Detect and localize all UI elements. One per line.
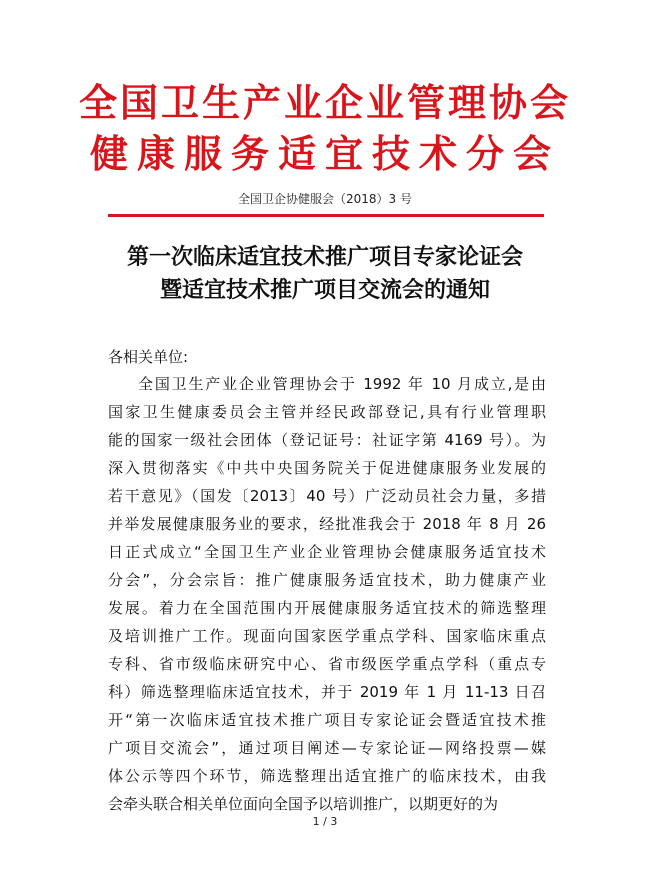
- organization-name-line-1: 全国卫生产业企业管理协会: [78, 80, 571, 125]
- notice-title-line-2: 暨适宜技术推广项目交流会的通知: [159, 278, 490, 303]
- notice-title-line-1: 第一次临床适宜技术推广项目专家论证会: [126, 245, 523, 270]
- document-number: 全国卫企协健服会（2018）3 号: [238, 192, 412, 206]
- body-line: 全国卫生产业企业管理协会于 1992 年 10 月成立,是由: [138, 375, 546, 393]
- body-line: 若干意见》（国发〔2013〕40 号）广泛动员社会力量，多措: [108, 487, 546, 505]
- body-line: 发展。着力在全国范围内开展健康服务适宜技术的筛选整理: [108, 599, 546, 617]
- page-number: 1 / 3: [312, 815, 338, 828]
- body-line: 及培训推广工作。现面向国家医学重点学科、国家临床重点: [108, 627, 546, 645]
- body-line: 专科、省市级临床研究中心、省市级医学重点学科（重点专: [108, 655, 546, 673]
- body-line: 广项目交流会”，通过项目阐述—专家论证—网络投票—媒: [108, 739, 546, 757]
- body-line: 分会”，分会宗旨：推广健康服务适宜技术，助力健康产业: [108, 571, 546, 589]
- body-line: 国家卫生健康委员会主管并经民政部登记,具有行业管理职: [108, 403, 546, 421]
- body-line: 体公示等四个环节，筛选整理出适宜推广的临床技术，由我: [108, 767, 546, 785]
- organization-name-line-2: 健康服务适宜技术分会: [89, 131, 560, 176]
- body-line: 科）筛选整理临床适宜技术，并于 2019 年 1 月 11-13 日召: [108, 683, 546, 701]
- body-line: 深入贯彻落实《中共中央国务院关于促进健康服务业发展的: [108, 459, 546, 477]
- body-line: 开“第一次临床适宜技术推广项目专家论证会暨适宜技术推: [108, 711, 546, 729]
- body-line: 会牵头联合相关单位面向全国予以培训推广，以期更好的为: [108, 795, 499, 813]
- body-line: 日正式成立“全国卫生产业企业管理协会健康服务适宜技术: [108, 543, 546, 561]
- body-line: 能的国家一级社会团体（登记证号：社证字第 4169 号）。为: [108, 431, 546, 449]
- salutation: 各相关单位:: [108, 348, 189, 366]
- body-line: 并举发展健康服务业的要求，经批准我会于 2018 年 8 月 26: [108, 515, 546, 533]
- header-rule: [108, 214, 544, 217]
